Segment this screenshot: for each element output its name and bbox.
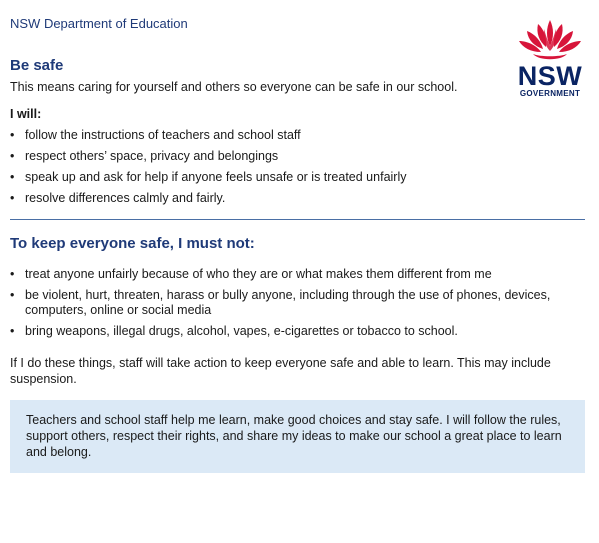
support-callout xyxy=(10,400,585,473)
logo-subtext: GOVERNMENT xyxy=(519,89,581,98)
i-will-label: I will: xyxy=(10,107,42,121)
list-item-text: treat anyone unfairly because of who they are or what makes them different from me xyxy=(25,267,492,281)
i-will-list xyxy=(10,128,585,212)
list-item-text: be violent, hurt, threaten, harass or bully anyone, including through the use of phones, devices, computers, online or social media xyxy=(25,288,551,317)
list-item xyxy=(10,267,585,282)
list-item xyxy=(10,170,585,185)
bullet: • xyxy=(10,149,15,163)
section-divider xyxy=(10,219,585,220)
list-item xyxy=(10,149,585,164)
callout-text: Teachers and school staff help me learn, make good choices and stay safe. I will follow the rules, support others, respect their rights, and share my ideas to make our school a great place to learn and belong. xyxy=(26,413,562,459)
waratah-icon xyxy=(513,16,587,64)
list-item-text: resolve differences calmly and fairly. xyxy=(25,191,226,205)
bullet: • xyxy=(10,267,15,281)
list-item xyxy=(10,128,585,143)
consequence-text: If I do these things, staff will take action to keep everyone safe and able to learn. This may include suspension. xyxy=(10,356,551,386)
bullet: • xyxy=(10,128,15,142)
section-heading-be-safe: Be safe xyxy=(10,57,64,74)
bullet: • xyxy=(10,288,15,302)
bullet: • xyxy=(10,191,15,205)
bullet: • xyxy=(10,324,15,338)
list-item-text: follow the instructions of teachers and school staff xyxy=(25,128,301,142)
organisation-name: NSW Department of Education xyxy=(10,16,188,31)
logo-wordmark: NSW xyxy=(517,61,583,91)
list-item-text: bring weapons, illegal drugs, alcohol, vapes, e-cigarettes or tobacco to school. xyxy=(25,324,458,338)
list-item-text: speak up and ask for help if anyone feels unsafe or is treated unfairly xyxy=(25,170,407,184)
list-item xyxy=(10,191,585,206)
section-heading-must-not: To keep everyone safe, I must not: xyxy=(10,235,255,252)
list-item-text: respect others’ space, privacy and belongings xyxy=(25,149,279,163)
must-not-list xyxy=(10,267,585,345)
be-safe-intro: This means caring for yourself and others so everyone can be safe in our school. xyxy=(10,80,458,94)
nsw-government-logo xyxy=(513,16,587,100)
bullet: • xyxy=(10,170,15,184)
list-item xyxy=(10,288,585,318)
list-item xyxy=(10,324,585,339)
